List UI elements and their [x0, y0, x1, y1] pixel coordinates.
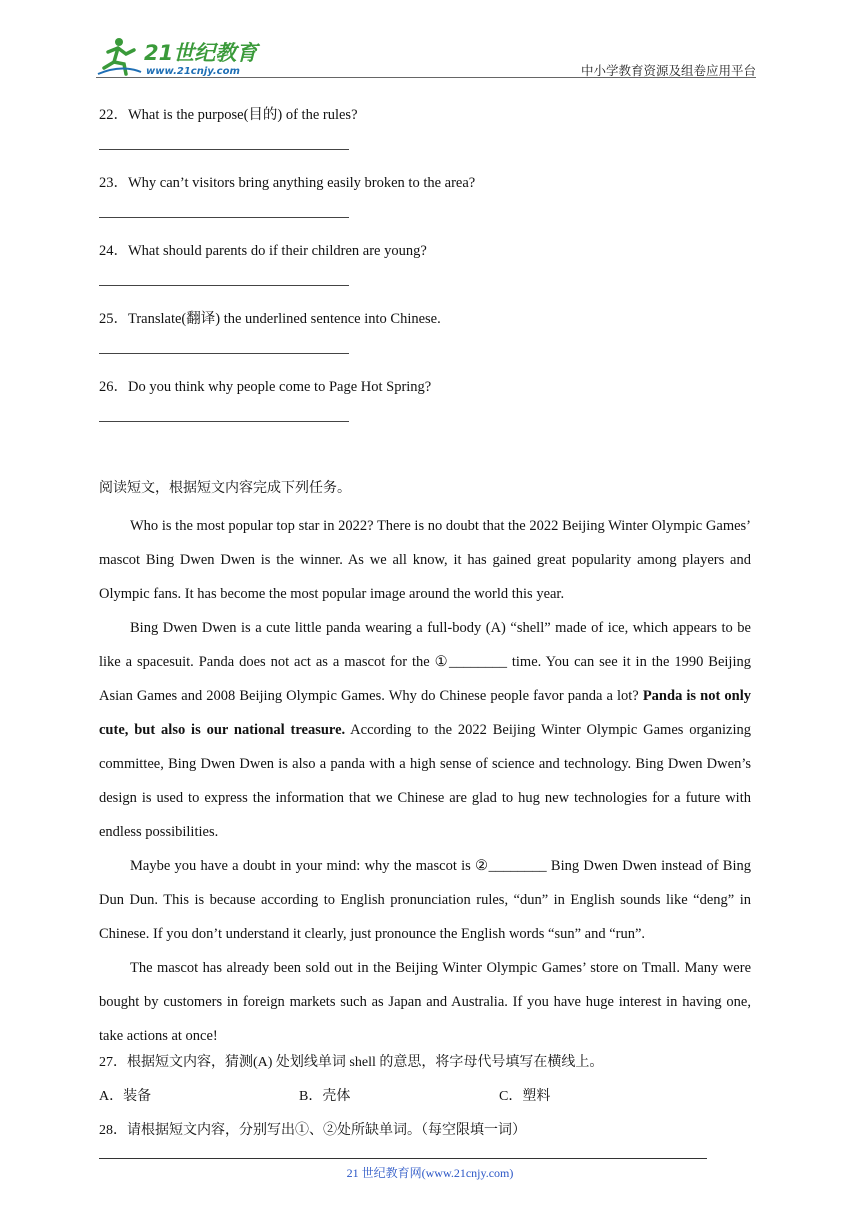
site-logo — [96, 34, 266, 78]
answer-line-23[interactable] — [99, 217, 349, 218]
question-28: 28．请根据短文内容，分别写出①、②处所缺单词。（每空限填一词） — [99, 1123, 526, 1138]
question-24: 24．What should parents do if their children are young? — [99, 243, 427, 259]
option-c[interactable]: C．塑料 — [499, 1089, 551, 1104]
runner-logo-icon — [96, 34, 266, 78]
passage-paragraph-4: The mascot has already been sold out in the Beijing Winter Olympic Games’ store on Tmall. Many were bought by customers in foreign markets such as Japan and Australia. If you have huge interest in having one, take actions at once! — [99, 960, 751, 1044]
page-header — [96, 34, 756, 78]
reading-instruction: 阅读短文，根据短文内容完成下列任务。 — [99, 480, 351, 496]
footer-link[interactable]: 21 世纪教育网(www.21cnjy.com) — [346, 1166, 514, 1180]
svg-text:21世纪教育: 21世纪教育 — [144, 41, 258, 65]
p2-bold-sentence: Panda is not only cute, but also is our national treasure. — [99, 688, 751, 738]
svg-text:www.21cnjy.com: www.21cnjy.com — [146, 66, 240, 77]
passage-paragraph-2 — [99, 611, 751, 849]
header-divider — [96, 77, 756, 78]
passage-paragraph-3: Maybe you have a doubt in your mind: why the mascot is ②________ Bing Dwen Dwen instead of Bing Dun Dun. This is because according to English pronunciation rules, “dun” in English sounds like “deng” in Chinese. If you don’t understand it clearly, just pronounce the English words “sun” and “run”. — [99, 858, 751, 942]
passage-paragraph-1: Who is the most popular top star in 2022? There is no doubt that the 2022 Beijing Winter Olympic Games’ mascot Bing Dwen Dwen is the winner. As we all know, it has gained great popularity among players and Olympic fans. It has become the most popular image around the world this year. — [99, 518, 751, 602]
footer-divider — [99, 1158, 707, 1159]
answer-line-25[interactable] — [99, 353, 349, 354]
questions-section — [99, 104, 759, 444]
question-25: 25．Translate(翻译) the underlined sentence into Chinese. — [99, 311, 441, 327]
question-26: 26．Do you think why people come to Page Hot Spring? — [99, 379, 432, 395]
tasks-section — [99, 1048, 759, 1150]
question-23: 23．Why can’t visitors bring anything easily broken to the area? — [99, 175, 476, 191]
question-22: 22．What is the purpose(目的) of the rules? — [99, 107, 358, 123]
question-27-options — [99, 1082, 759, 1116]
answer-line-22[interactable] — [99, 149, 349, 150]
p2-text-a: Bing Dwen Dwen is a cute little panda wearing a full-body (A) “shell” made of ice, which appears to be like a spacesuit. Panda does not act as a mascot for the ①________ time. You can see it in the 1990 Beijing Asian Games and 2008 Beijing Olympic Games. Why do Chinese people favor panda a lot? — [99, 620, 751, 704]
p2-text-b: According to the 2022 Beijing Winter Olympic Games organizing committee, Bing Dwen Dwen is also a panda with a high sense of science and technology. Bing Dwen Dwen’s design is used to express the information that we Chinese are glad to hug new technologies for a future with endless possibilities. — [99, 722, 751, 840]
option-a[interactable]: A．装备 — [99, 1089, 152, 1104]
platform-tagline: 中小学教育资源及组卷应用平台 — [580, 63, 756, 78]
question-27: 27．根据短文内容，猜测(A) 处划线单词 shell 的意思，将字母代号填写在横线上。 — [99, 1055, 604, 1070]
answer-line-26[interactable] — [99, 421, 349, 422]
reading-passage — [99, 509, 751, 1053]
option-b[interactable]: B．壳体 — [299, 1089, 351, 1104]
answer-line-24[interactable] — [99, 285, 349, 286]
